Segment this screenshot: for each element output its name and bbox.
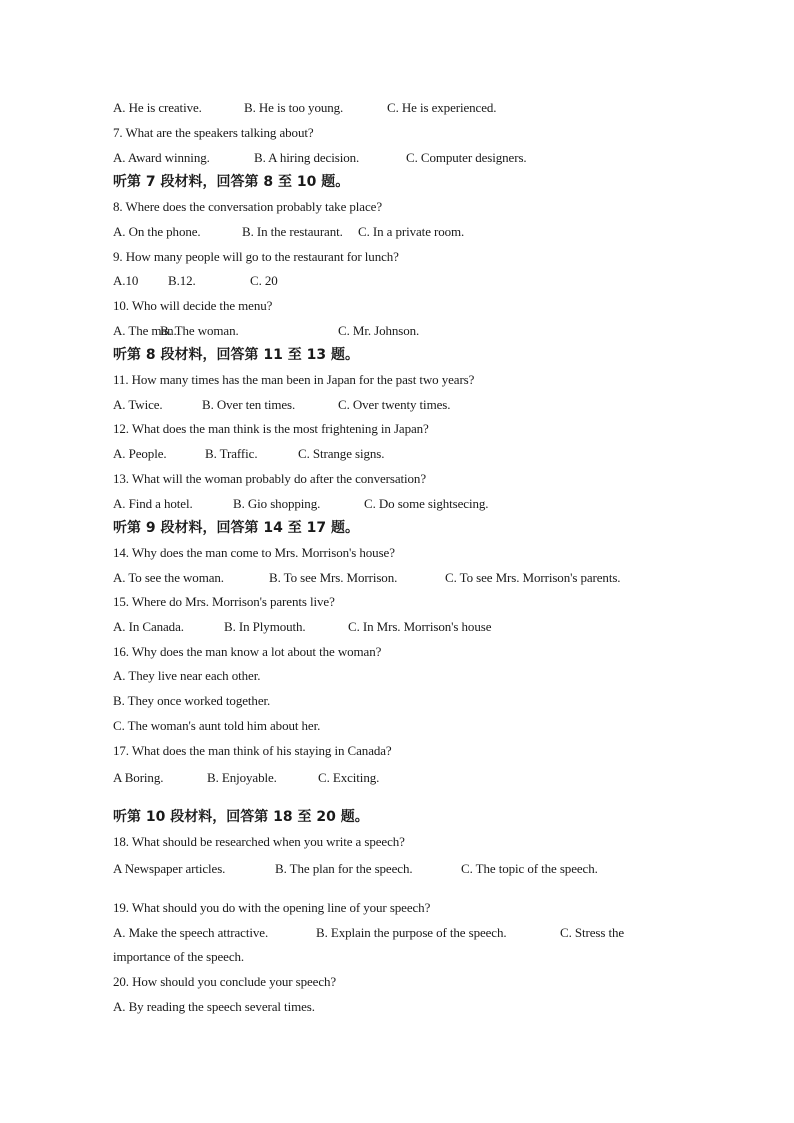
answer-option: B. To see Mrs. Morrison. xyxy=(269,570,398,585)
question-text: 12. What does the man think is the most frightening in Japan? xyxy=(113,421,429,436)
answer-option: C. Do some sightsecing. xyxy=(364,496,489,511)
answer-option: A. They live near each other. xyxy=(113,668,261,683)
answer-option: B. The plan for the speech. xyxy=(275,861,413,876)
answer-option: A.10 xyxy=(113,273,139,288)
answer-option: C. Exciting. xyxy=(318,770,380,785)
answer-option: B. A hiring decision. xyxy=(254,150,360,165)
question-text: 19. What should you do with the opening line of your speech? xyxy=(113,900,431,915)
question-text: 7. What are the speakers talking about? xyxy=(113,125,314,140)
answer-option: A. By reading the speech several times. xyxy=(113,999,315,1014)
answer-option: C. 20 xyxy=(250,273,278,288)
answer-option: C. Stress the xyxy=(560,925,625,940)
answer-option: A. People. xyxy=(113,446,167,461)
section-heading: 听第 8 段材料，回答第 11 至 13 题。 xyxy=(113,347,359,363)
question-text: 18. What should be researched when you write a speech? xyxy=(113,834,405,849)
answer-option: B. He is too young. xyxy=(244,100,344,115)
answer-option: B. In the restaurant. xyxy=(242,224,343,239)
answer-option: C. Strange signs. xyxy=(298,446,385,461)
answer-option: C. To see Mrs. Morrison's parents. xyxy=(445,570,621,585)
answer-option: C. In a private room. xyxy=(358,224,465,239)
section-heading: 听第 9 段材料，回答第 14 至 17 题。 xyxy=(113,520,359,536)
answer-option: A. Make the speech attractive. xyxy=(113,925,269,940)
answer-option: A. Twice. xyxy=(113,397,163,412)
answer-option: B. Gio shopping. xyxy=(233,496,321,511)
section-heading: 听第 10 段材料，回答第 18 至 20 题。 xyxy=(113,809,369,825)
question-text: 16. Why does the man know a lot about the woman? xyxy=(113,644,382,659)
question-text: 20. How should you conclude your speech? xyxy=(113,974,337,989)
answer-option: A. On the phone. xyxy=(113,224,201,239)
answer-option: B. Enjoyable. xyxy=(207,770,277,785)
answer-option: B.12. xyxy=(168,273,196,288)
answer-option: A. He is creative. xyxy=(113,100,202,115)
question-text: 15. Where do Mrs. Morrison's parents live? xyxy=(113,594,335,609)
answer-option: A. Find a hotel. xyxy=(113,496,193,511)
answer-option: A. To see the woman. xyxy=(113,570,224,585)
question-text: 8. Where does the conversation probably take place? xyxy=(113,199,382,214)
answer-option: A Newspaper articles. xyxy=(113,861,226,876)
answer-option: B. Over ten times. xyxy=(202,397,296,412)
question-text: 14. Why does the man come to Mrs. Morrison's house? xyxy=(113,545,395,560)
answer-option: A. The man. xyxy=(113,323,177,338)
answer-option: C. He is experienced. xyxy=(387,100,497,115)
answer-option: C. In Mrs. Morrison's house xyxy=(348,619,492,634)
answer-option: A Boring. xyxy=(113,770,164,785)
section-heading: 听第 7 段材料，回答第 8 至 10 题。 xyxy=(113,174,350,190)
answer-option: A. Award winning. xyxy=(113,150,210,165)
answer-option: importance of the speech. xyxy=(113,949,245,964)
question-text: 10. Who will decide the menu? xyxy=(113,298,273,313)
answer-option: C. Computer designers. xyxy=(406,150,527,165)
answer-option: C. Mr. Johnson. xyxy=(338,323,420,338)
answer-option: A. In Canada. xyxy=(113,619,184,634)
question-text: 17. What does the man think of his staying in Canada? xyxy=(113,743,392,758)
answer-option: C. The woman's aunt told him about her. xyxy=(113,718,321,733)
question-text: 9. How many people will go to the restaurant for lunch? xyxy=(113,249,399,264)
answer-option: B. Explain the purpose of the speech. xyxy=(316,925,507,940)
question-text: 13. What will the woman probably do after the conversation? xyxy=(113,471,426,486)
answer-option: C. Over twenty times. xyxy=(338,397,451,412)
answer-option: B. Traffic. xyxy=(205,446,258,461)
answer-option: B. They once worked together. xyxy=(113,693,271,708)
answer-option: C. The topic of the speech. xyxy=(461,861,598,876)
question-text: 11. How many times has the man been in Japan for the past two years? xyxy=(113,372,475,387)
answer-option: B. In Plymouth. xyxy=(224,619,306,634)
answer-option: B. The woman. xyxy=(160,323,239,338)
